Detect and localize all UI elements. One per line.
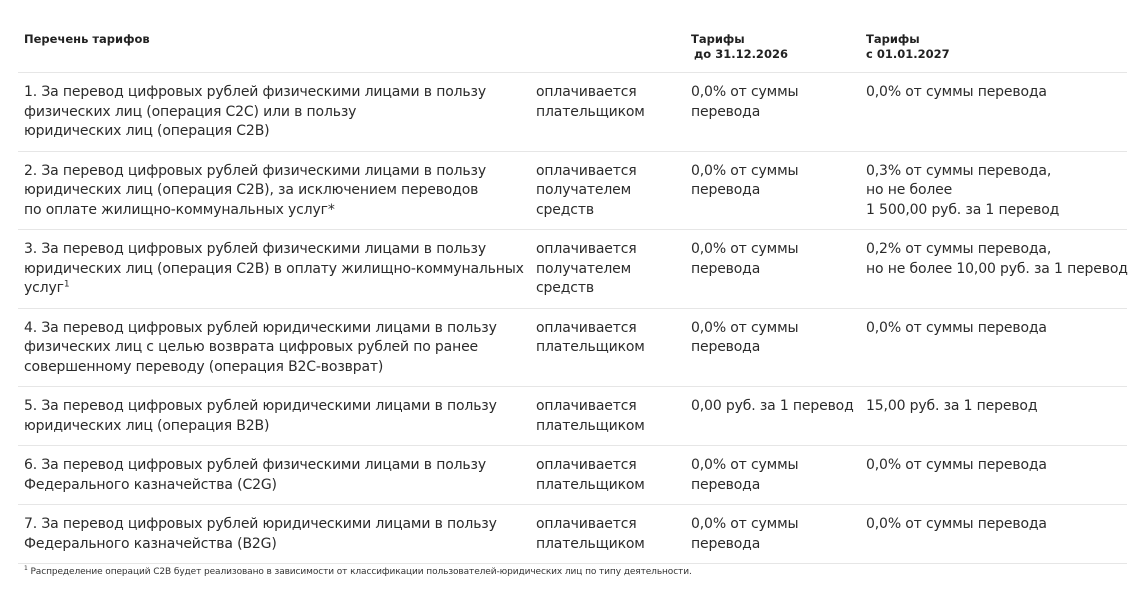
tariff-2027-cell [860, 73, 1127, 152]
tariff-2026-cell [685, 73, 860, 152]
tariff-description-text: Федерального казначейства (B2G) [24, 535, 277, 552]
tariff-description-text: по оплате жилищно-коммунальных услуг* [24, 201, 335, 218]
tariff-2027-cell-line [866, 515, 1121, 535]
table-row [18, 73, 1127, 152]
footnote [24, 567, 692, 577]
payer-cell-line [536, 417, 679, 437]
tariff-2027-cell-line [866, 397, 1121, 417]
footnote-reference: 1 [63, 279, 70, 290]
payer-cell-line [536, 201, 679, 221]
payer-cell-text: плательщиком [536, 103, 645, 120]
tariff-2027-cell-text: 1 500,00 руб. за 1 перевод [866, 201, 1060, 218]
tariff-description-text: 2. За перевод цифровых рублей физическими лицами в пользу [24, 162, 486, 179]
table-header [18, 22, 1127, 73]
tariff-2026-cell-text: перевода [691, 182, 761, 198]
tariff-description-line [24, 181, 530, 201]
table-row [18, 308, 1127, 387]
table-row [18, 446, 1127, 505]
tariff-2026-cell [685, 505, 860, 564]
tariff-2027-cell-line [866, 162, 1121, 182]
tariff-2026-cell-line [691, 338, 854, 358]
payer-cell-line [536, 83, 679, 103]
tariff-2026-cell-line [691, 535, 854, 555]
tariff-2026-cell-text: 0,0% от суммы [691, 516, 799, 532]
tariff-description [18, 230, 530, 309]
tariff-2027-cell [860, 308, 1127, 387]
payer-cell [530, 387, 685, 446]
payer-cell-line [536, 535, 679, 555]
payer-cell-text: плательщиком [536, 417, 645, 434]
tariff-description-text: юридических лиц (операция C2B) [24, 123, 270, 139]
tariff-2026-cell-text: перевода [691, 535, 761, 552]
tariff-2027-cell [860, 505, 1127, 564]
tariff-description-text: 4. За перевод цифровых рублей юридическими лицами в пользу [24, 319, 497, 336]
tariff-description-text: совершенному переводу (операция B2C-возврат) [24, 358, 384, 375]
tariff-2026-cell-line [691, 83, 854, 103]
header-tariff-list [18, 22, 530, 73]
footnote-text: Распределение операций C2B будет реализовано в зависимости от классификации пользователей-юридических лиц по типу деятельности. [27, 567, 692, 577]
header-tariffs-2027-line1: Тарифы [866, 32, 920, 46]
tariff-2026-cell-line [691, 162, 854, 182]
tariff-2026-cell-line [691, 476, 854, 496]
tariff-2027-cell [860, 446, 1127, 505]
payer-cell-text: оплачивается [536, 319, 637, 336]
payer-cell [530, 446, 685, 505]
payer-cell [530, 230, 685, 309]
tariff-2027-cell-text: 15,00 руб. за 1 перевод [866, 398, 1038, 414]
payer-cell-line [536, 260, 679, 280]
tariff-description-text: юридических лиц (операция B2B) [24, 417, 270, 434]
tariff-description-line [24, 279, 530, 299]
payer-cell-line [536, 515, 679, 535]
tariff-description-line [24, 417, 530, 437]
tariff-2026-cell [685, 230, 860, 309]
payer-cell-text: получателем [536, 260, 632, 277]
tariff-description-line [24, 476, 530, 496]
payer-cell-text: плательщиком [536, 535, 645, 552]
payer-cell-line [536, 162, 679, 182]
tariff-description-line [24, 240, 530, 260]
tariff-2027-cell-text: 0,2% от суммы перевода, [866, 241, 1052, 257]
tariff-2027-cell [860, 230, 1127, 309]
tariff-2026-cell-text: 0,0% от суммы [691, 84, 799, 100]
tariff-description-line [24, 260, 530, 280]
tariff-2026-cell-text: перевода [691, 476, 761, 493]
tariff-2027-cell-line [866, 456, 1121, 476]
tariff-2026-cell-text: перевода [691, 260, 761, 277]
tariff-2026-cell-text: перевода [691, 339, 761, 355]
payer-cell [530, 151, 685, 230]
payer-cell-text: плательщиком [536, 476, 645, 493]
payer-cell [530, 73, 685, 152]
tariff-description-text: физических лиц (операция C2C) или в пользу [24, 103, 357, 120]
payer-cell-text: оплачивается [536, 457, 637, 473]
footnote-marker: 1 [24, 565, 28, 572]
payer-cell-line [536, 319, 679, 339]
tariff-2027-cell [860, 387, 1127, 446]
tariff-description-line [24, 456, 530, 476]
header-tariff-list-label: Перечень тарифов [24, 32, 150, 46]
payer-cell [530, 505, 685, 564]
tariff-description-text: Федерального казначейства (C2G) [24, 476, 277, 493]
tariff-2027-cell-text: 0,0% от суммы перевода [866, 516, 1047, 532]
header-tariffs-2027 [860, 22, 1127, 73]
payer-cell-line [536, 279, 679, 299]
table-body [18, 73, 1127, 564]
tariff-description-line [24, 319, 530, 339]
tariff-2026-cell [685, 308, 860, 387]
tariff-description-line [24, 397, 530, 417]
header-payer [530, 22, 685, 73]
tariff-2026-cell-line [691, 240, 854, 260]
tariff-2026-cell-text: 0,00 руб. за 1 перевод [691, 398, 854, 414]
tariff-2026-cell-line [691, 103, 854, 123]
tariff-2026-cell-text: 0,0% от суммы [691, 319, 799, 336]
tariff-description-line [24, 122, 530, 142]
payer-cell-line [536, 103, 679, 123]
tariff-description-text: юридических лиц (операция C2B), за исключением переводов [24, 182, 479, 198]
tariff-2026-cell [685, 151, 860, 230]
tariff-description-line [24, 162, 530, 182]
payer-cell-text: оплачивается [536, 162, 637, 179]
tariff-description-text: 1. За перевод цифровых рублей физическими лицами в пользу [24, 84, 486, 100]
tariff-2026-cell-text: перевода [691, 103, 761, 120]
tariff-2027-cell [860, 151, 1127, 230]
tariff-description [18, 151, 530, 230]
tariff-2027-cell-line [866, 181, 1121, 201]
payer-cell-text: получателем [536, 182, 632, 198]
tariff-description [18, 505, 530, 564]
payer-cell-line [536, 456, 679, 476]
tariff-description-line [24, 103, 530, 123]
tariff-description [18, 308, 530, 387]
payer-cell-text: оплачивается [536, 398, 637, 414]
tariff-2027-cell-text: но не более 10,00 руб. за 1 перевод [866, 260, 1128, 277]
payer-cell-text: оплачивается [536, 516, 637, 532]
tariff-description [18, 73, 530, 152]
tariff-description [18, 387, 530, 446]
tariff-description-line [24, 358, 530, 378]
tariff-2026-cell-line [691, 260, 854, 280]
tariff-description-line [24, 338, 530, 358]
tariff-2026-cell-line [691, 319, 854, 339]
payer-cell-line [536, 240, 679, 260]
tariff-2027-cell-text: 0,3% от суммы перевода, [866, 162, 1052, 179]
tariff-2027-cell-text: 0,0% от суммы перевода [866, 319, 1047, 336]
tariff-2026-cell [685, 446, 860, 505]
tariff-description-line [24, 535, 530, 555]
payer-cell-line [536, 397, 679, 417]
tariff-2026-cell-text: 0,0% от суммы [691, 457, 799, 473]
payer-cell-text: средств [536, 280, 594, 296]
tariff-2027-cell-text: но не более [866, 182, 953, 198]
payer-cell-text: оплачивается [536, 84, 637, 100]
tariff-description-text: юридических лиц (операция C2B) в оплату жилищно-коммунальных [24, 260, 524, 277]
tariff-2027-cell-line [866, 260, 1128, 280]
header-tariffs-2027-line2: с 01.01.2027 [866, 47, 950, 61]
tariff-2027-cell-text: 0,0% от суммы перевода [866, 84, 1047, 100]
tariff-2027-cell-line [866, 83, 1121, 103]
table-row [18, 230, 1127, 309]
tariffs-table [18, 22, 1127, 564]
payer-cell-text: плательщиком [536, 339, 645, 355]
tariff-2027-cell-line [866, 319, 1121, 339]
tariff-2026-cell-line [691, 397, 854, 417]
tariff-2026-cell-line [691, 456, 854, 476]
tariff-description-text: 7. За перевод цифровых рублей юридическими лицами в пользу [24, 516, 497, 532]
table-row [18, 151, 1127, 230]
tariff-2026-cell-line [691, 515, 854, 535]
header-tariffs-2026-line2: до 31.12.2026 [694, 47, 788, 61]
table-row [18, 387, 1127, 446]
tariff-2027-cell-line [866, 240, 1121, 260]
tariff-description [18, 446, 530, 505]
tariff-2026-cell-text: 0,0% от суммы [691, 241, 799, 257]
table-row [18, 505, 1127, 564]
tariff-2027-cell-text: 0,0% от суммы перевода [866, 457, 1047, 473]
tariff-description-line [24, 515, 530, 535]
tariff-2026-cell-line [691, 181, 854, 201]
tariff-description-text: 5. За перевод цифровых рублей юридическими лицами в пользу [24, 398, 497, 414]
tariff-description-text: физических лиц с целью возврата цифровых рублей по ранее [24, 339, 479, 355]
tariff-description-text: 3. За перевод цифровых рублей физическими лицами в пользу [24, 241, 486, 257]
payer-cell-line [536, 181, 679, 201]
header-row [18, 22, 1127, 73]
tariff-description-line [24, 201, 530, 221]
payer-cell-text: средств [536, 201, 594, 218]
header-tariffs-2026-line1: Тарифы [691, 32, 745, 46]
tariff-2026-cell [685, 387, 860, 446]
payer-cell-line [536, 338, 679, 358]
tariff-description-line [24, 83, 530, 103]
tariff-description-text: 6. За перевод цифровых рублей физическими лицами в пользу [24, 457, 486, 473]
tariff-description-text: услуг [24, 280, 64, 296]
header-tariffs-2026 [685, 22, 860, 73]
tariff-2027-cell-line [866, 201, 1121, 221]
tariff-2026-cell-text: 0,0% от суммы [691, 162, 799, 179]
payer-cell-text: оплачивается [536, 241, 637, 257]
payer-cell [530, 308, 685, 387]
payer-cell-line [536, 476, 679, 496]
